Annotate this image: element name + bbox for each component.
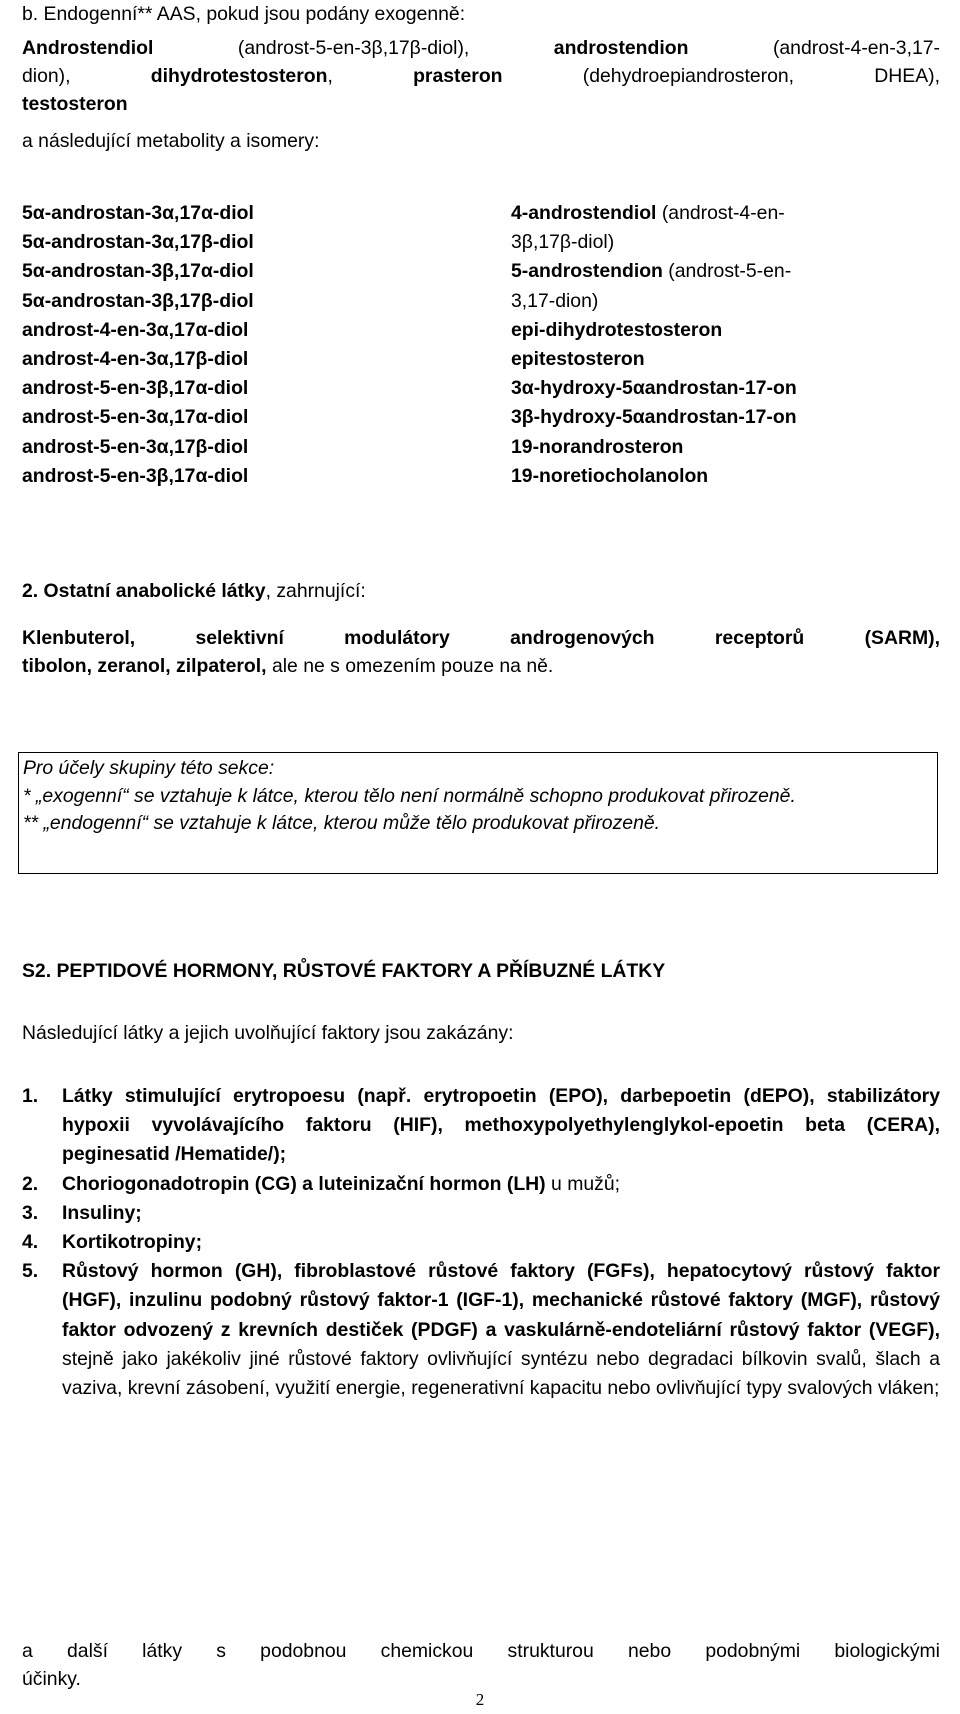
list-item-text xyxy=(62,1199,940,1228)
list-item-text-part: Látky stimulující erytropoesu (např. erytropoetin (EPO), darbepoetin (dEPO), stabilizátory hypoxii vyvolávajícího faktoru (HIF), methoxypolyethylenglykol-epoetin beta (CERA), peginesatid /Hematide/); xyxy=(62,1085,940,1166)
metabolite-item xyxy=(511,345,941,374)
substances-line xyxy=(22,62,940,90)
metabolite-item xyxy=(511,403,941,432)
metabolite-item xyxy=(511,374,941,403)
list-item-text-part: Insuliny; xyxy=(62,1201,142,1224)
metabolite-item-part: (androst-4-en- xyxy=(656,202,785,224)
list-item-text-part: Růstový hormon (GH), fibroblastové růstové faktory (FGFs), hepatocytový růstový faktor (HGF), inzulinu podobný růstový faktor-1 (IGF-1), mechanické růstové faktory (MGF), růstový faktor odvozený z krevních destiček (PDGF) a vaskulárně-endoteliární růstový faktor (VEGF), xyxy=(62,1260,940,1341)
s2-outro xyxy=(22,1637,940,1693)
section-b-heading: b. Endogenní** AAS, pokud jsou podány exogenně: xyxy=(22,3,466,25)
list-item-text-part: stejně jako jakékoliv jiné růstové faktory ovlivňující syntézu nebo degradaci bílkovin svalů, šlach a vaziva, krevní zásobení, využití energie, regenerativní kapacitu nebo ovlivňující typy svalových vláken; xyxy=(62,1347,940,1400)
substances-line-part: (androst-4-en-3,17- xyxy=(688,37,940,59)
metabolite-item-part: 4-androstendiol xyxy=(511,202,657,224)
metabolite-item xyxy=(511,462,941,491)
substances-line-part: Androstendiol xyxy=(22,37,154,59)
substances-line xyxy=(22,34,940,62)
section-2-heading-rest: , zahrnující: xyxy=(265,580,366,602)
substances-line-part: , xyxy=(327,65,414,87)
section-2-body-line2-rest: ale ne s omezením pouze na ně. xyxy=(266,655,554,677)
list-item-number: 4. xyxy=(22,1231,39,1254)
list-item xyxy=(22,1170,940,1199)
section-2-body xyxy=(22,624,940,680)
metabolite-item xyxy=(511,257,941,286)
list-item xyxy=(22,1082,940,1170)
substances-line-part: (androst-5-en-3β,17β-diol), xyxy=(153,37,554,59)
metabolites-left-list xyxy=(22,199,462,491)
metabolite-item-part: 3,17-dion) xyxy=(511,289,599,312)
metabolite-item xyxy=(511,228,941,257)
metabolite-item-part: epitestosteron xyxy=(511,348,645,371)
section-2-heading-bold: 2. Ostatní anabolické látky xyxy=(22,580,266,602)
metabolite-item xyxy=(511,199,941,228)
substances-line-part: (dehydroepiandrosteron, DHEA), xyxy=(502,65,940,87)
page-number: 2 xyxy=(475,1690,485,1709)
metabolite-item: 5α-androstan-3β,17α-diol xyxy=(22,260,254,283)
metabolite-item-part: 3β-hydroxy-5αandrostan-17-on xyxy=(511,406,797,429)
metabolite-item-part: 5-androstendion xyxy=(511,260,663,283)
substances-line-part: androstendion xyxy=(553,37,689,59)
s2-intro: Následující látky a jejich uvolňující faktory jsou zakázány: xyxy=(22,1022,514,1044)
definition-endogenous: ** „endogenní“ se vztahuje k látce, kterou může tělo produkovat přirozeně. xyxy=(23,812,661,834)
substances-line-part: dihydrotestosteron xyxy=(150,65,328,87)
section-2-heading xyxy=(22,577,940,605)
metabolite-item-part: (androst-5-en- xyxy=(662,260,792,283)
s2-outro-line2: účinky. xyxy=(22,1668,81,1690)
definition-exogenous: * „exogenní“ se vztahuje k látce, kterou tělo není normálně schopno produkovat přirozeně. xyxy=(23,784,796,807)
list-item-text xyxy=(62,1170,940,1199)
list-item xyxy=(22,1257,940,1403)
list-item xyxy=(22,1199,940,1228)
metabolite-item: androst-5-en-3β,17α-diol xyxy=(22,377,249,400)
metabolite-item-part: 19-noretiocholanolon xyxy=(511,464,709,487)
list-item-text-part: u mužů; xyxy=(545,1172,621,1195)
metabolite-item: androst-5-en-3β,17α-diol xyxy=(22,464,249,487)
list-item xyxy=(22,1228,940,1257)
section-2-body-line2-bold: tibolon, zeranol, zilpaterol, xyxy=(22,655,267,677)
definitions-box xyxy=(18,752,938,874)
list-item-text xyxy=(62,1082,940,1170)
list-item-number: 3. xyxy=(22,1201,39,1224)
substances-line xyxy=(22,90,940,118)
metabolite-item-part: 3β,17β-diol) xyxy=(511,231,615,254)
metabolite-item: 5α-androstan-3β,17β-diol xyxy=(22,289,254,312)
s2-outro-line1: a další látky s podobnou chemickou strukturou nebo podobnými biologickými xyxy=(22,1640,940,1662)
metabolite-item: androst-5-en-3α,17α-diol xyxy=(22,406,249,429)
metabolite-item-part: 3α-hydroxy-5αandrostan-17-on xyxy=(511,377,797,400)
metabolite-item: androst-4-en-3α,17β-diol xyxy=(22,348,249,371)
s2-prohibited-list xyxy=(22,1082,940,1403)
substances-line-part: testosteron xyxy=(22,93,128,115)
metabolite-item: 5α-androstan-3α,17α-diol xyxy=(22,202,254,224)
list-item-number: 2. xyxy=(22,1172,39,1195)
s2-section-title: S2. PEPTIDOVÉ HORMONY, RŮSTOVÉ FAKTORY A PŘÍBUZNÉ LÁTKY xyxy=(22,960,666,982)
list-item-text-part: Choriogonadotropin (CG) a luteinizační hormon (LH) xyxy=(62,1172,546,1195)
section-2-body-line1: Klenbuterol, selektivní modulátory androgenových receptorů (SARM), xyxy=(22,627,940,649)
list-item-text-part: Kortikotropiny; xyxy=(62,1231,203,1254)
metabolite-item-part: epi-dihydrotestosteron xyxy=(511,318,723,341)
list-item-number: 1. xyxy=(22,1085,39,1107)
substances-line-part: prasteron xyxy=(413,65,503,87)
metabolite-item: androst-5-en-3α,17β-diol xyxy=(22,435,249,458)
list-item-number: 5. xyxy=(22,1260,39,1283)
metabolite-item-part: 19-norandrosteron xyxy=(511,435,684,458)
metabolite-item xyxy=(511,316,941,345)
metabolites-right-list xyxy=(511,199,941,491)
section-b-substances-paragraph xyxy=(22,34,940,118)
list-item-text xyxy=(62,1228,940,1257)
metabolite-item xyxy=(511,433,941,462)
substances-line-part: dion), xyxy=(22,65,151,87)
metabolite-item: androst-4-en-3α,17α-diol xyxy=(22,318,249,341)
definitions-title: Pro účely skupiny této sekce: xyxy=(23,757,275,779)
metabolite-item xyxy=(511,287,941,316)
list-item-text xyxy=(62,1257,940,1403)
metabolite-item: 5α-androstan-3α,17β-diol xyxy=(22,231,254,254)
metabolites-intro: a následující metabolity a isomery: xyxy=(22,130,320,152)
